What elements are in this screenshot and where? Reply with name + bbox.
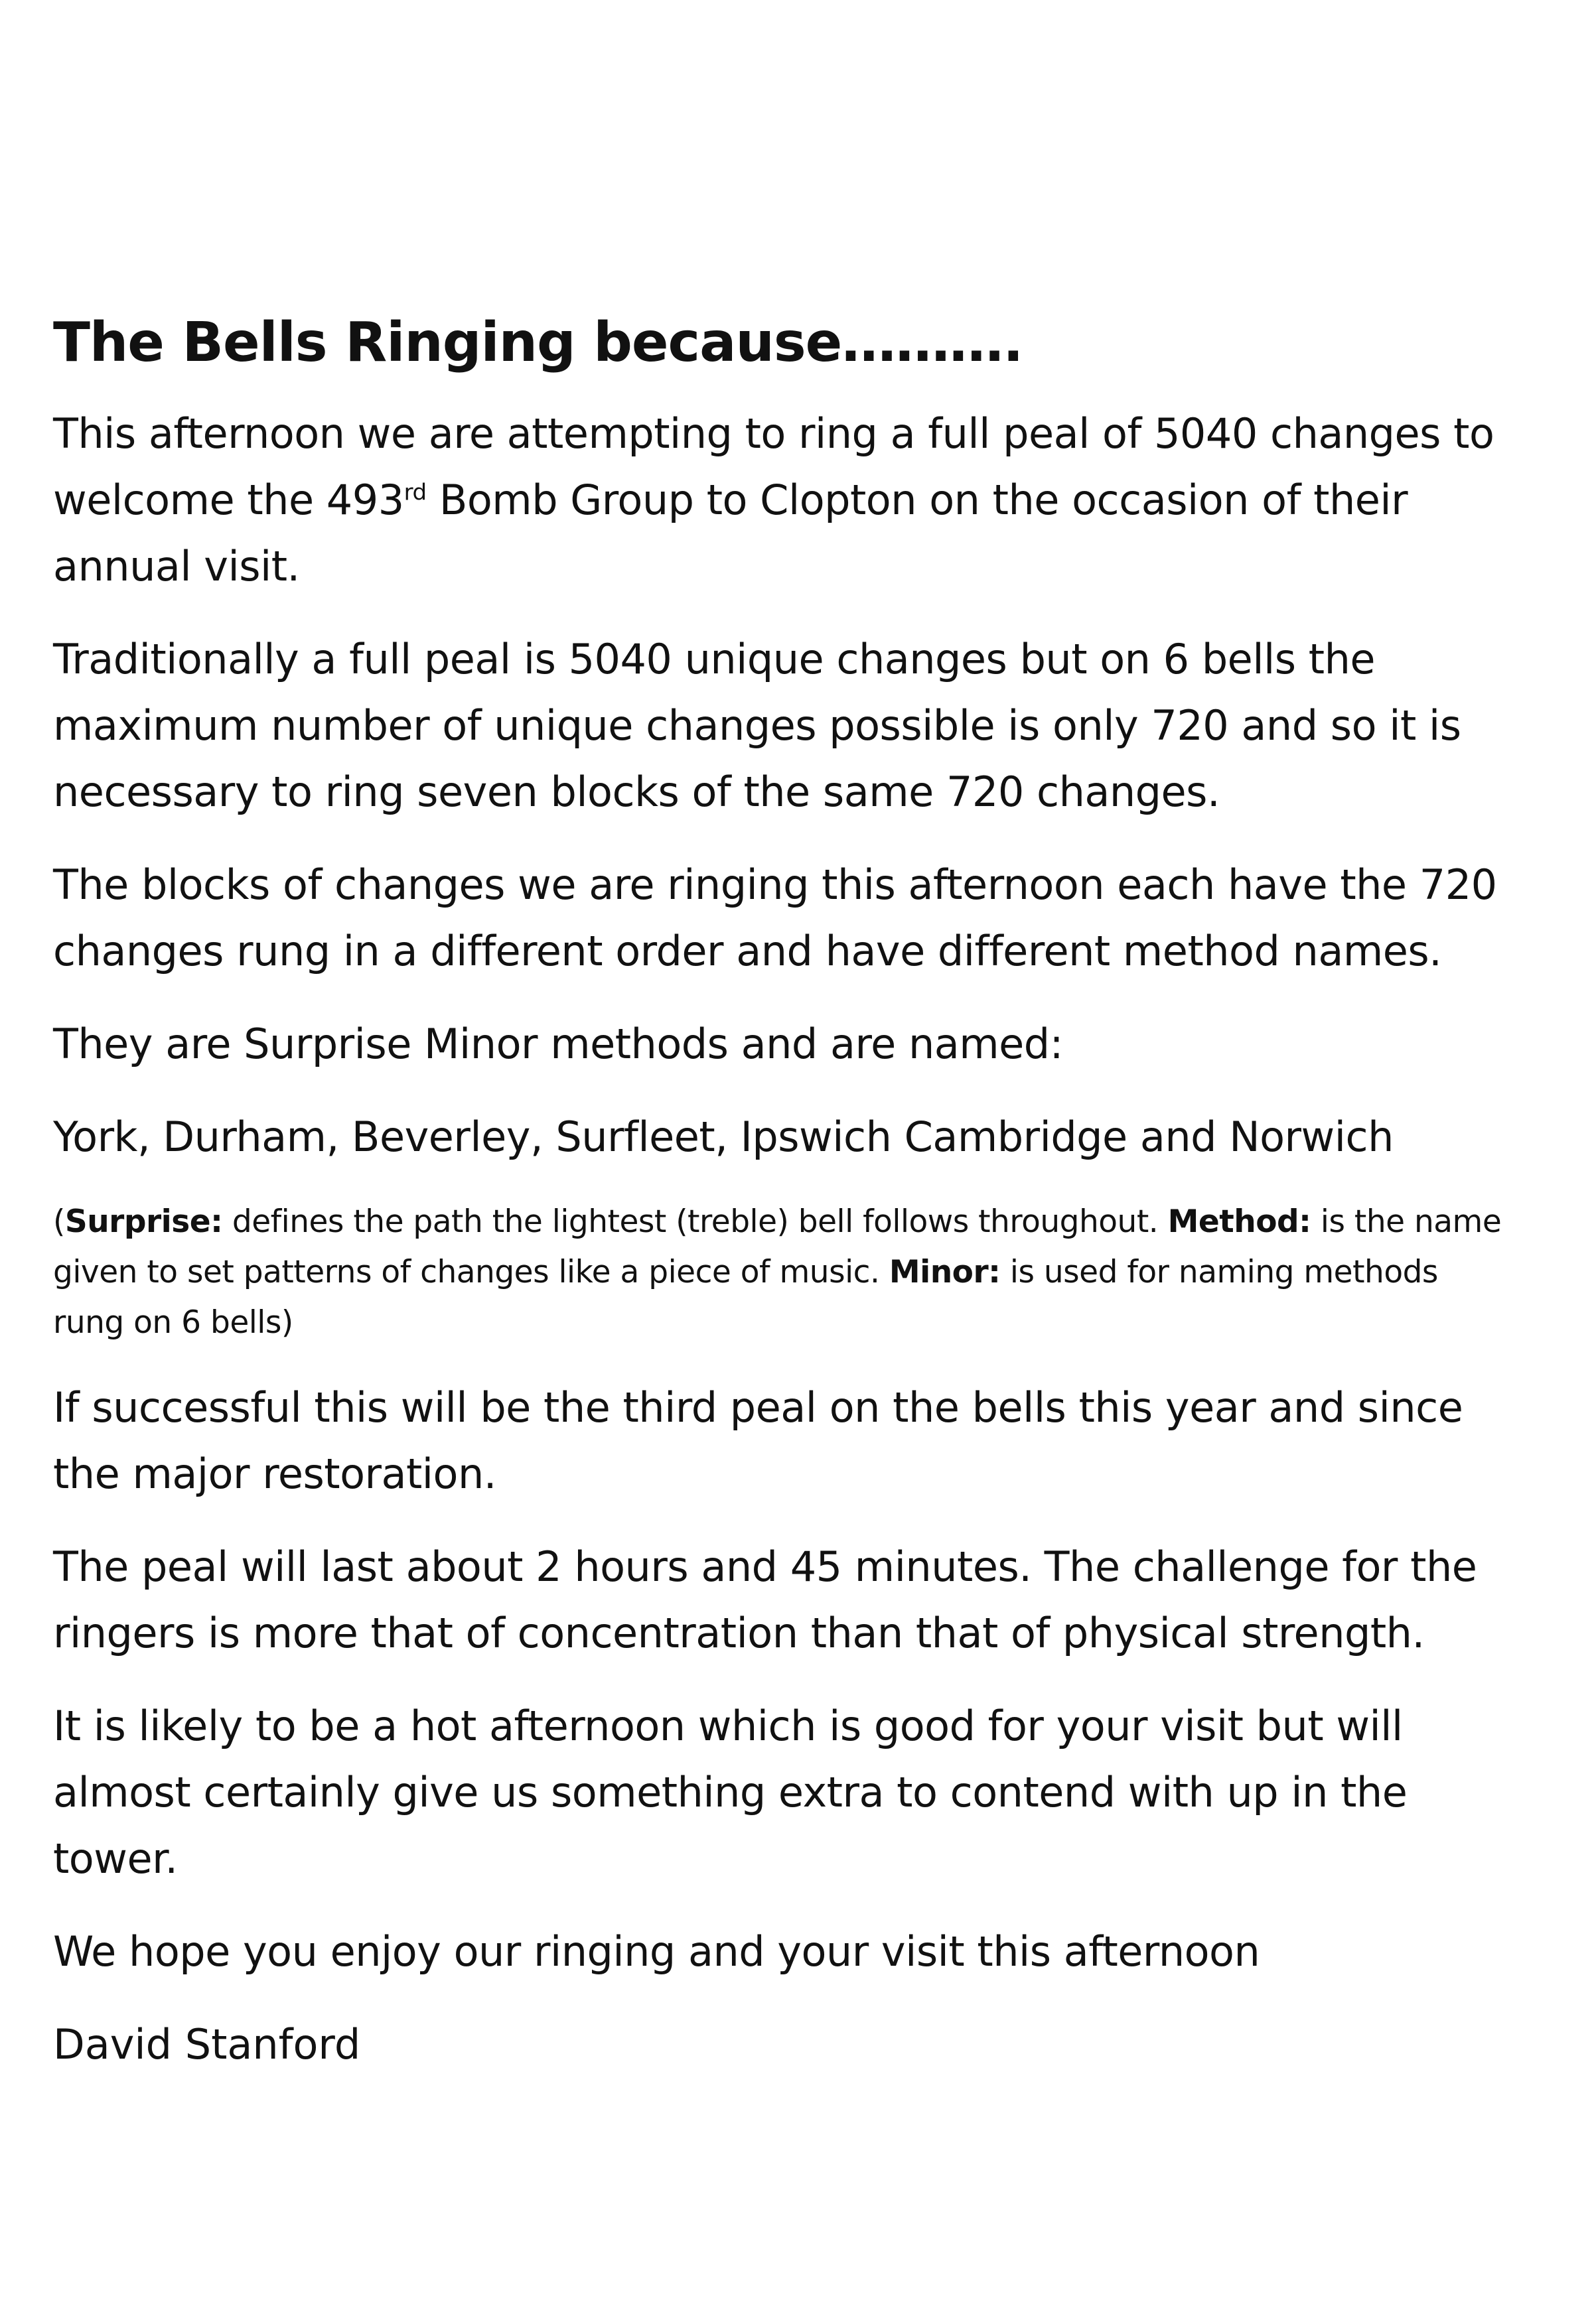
blocks-paragraph: The blocks of changes we are ringing this afternoon each have the 720 changes rung in a different order and have different method names. bbox=[53, 860, 1497, 976]
methods-list: York, Durham, Beverley, Surfleet, Ipswich Cambridge and Norwich bbox=[53, 1113, 1394, 1162]
ordinal-suffix: rd bbox=[403, 479, 427, 506]
named-paragraph: They are Surprise Minor methods and are named: bbox=[53, 1020, 1064, 1069]
intro-paragraph bbox=[53, 401, 1513, 600]
intro-text-end: Bomb Group to Clopton on the occasion of their annual visit. bbox=[53, 476, 1408, 591]
success-paragraph: If successful this will be the third peal on the bells this year and since the major restoration. bbox=[53, 1383, 1463, 1499]
method-definition: is the name given to set patterns of changes like a piece of music. bbox=[53, 1203, 1502, 1291]
surprise-label: Surprise: bbox=[64, 1203, 223, 1241]
intro-text: This afternoon we are attempting to ring a full peal of 5040 changes to welcome the 493 bbox=[53, 409, 1494, 525]
definitions-note bbox=[53, 1197, 1513, 1348]
note-open: ( bbox=[53, 1203, 65, 1241]
closing-paragraph: We hope you enjoy our ringing and your visit this afternoon bbox=[53, 1927, 1260, 1976]
traditional-paragraph: Traditionally a full peal is 5040 unique changes but on 6 bells the maximum number of unique changes possible is only 720 and so it is necessary to ring seven blocks of the same 720 changes. bbox=[53, 635, 1461, 817]
signature: David Stanford bbox=[53, 2020, 361, 2069]
weather-paragraph: It is likely to be a hot afternoon which is good for your visit but will almost certainly give us something extra to contend with up in the tower. bbox=[53, 1702, 1408, 1883]
surprise-definition: defines the path the lightest (treble) bell follows throughout. bbox=[222, 1203, 1168, 1241]
minor-definition: is used for naming methods rung on 6 bells) bbox=[53, 1254, 1438, 1341]
document-content bbox=[53, 312, 1513, 2078]
duration-paragraph: The peal will last about 2 hours and 45 minutes. The challenge for the ringers is more that of concentration than that of physical strength. bbox=[53, 1542, 1477, 1658]
method-label: Method: bbox=[1167, 1203, 1311, 1241]
minor-label: Minor: bbox=[889, 1254, 1001, 1291]
document-title: The Bells Ringing because………. bbox=[53, 311, 1023, 374]
